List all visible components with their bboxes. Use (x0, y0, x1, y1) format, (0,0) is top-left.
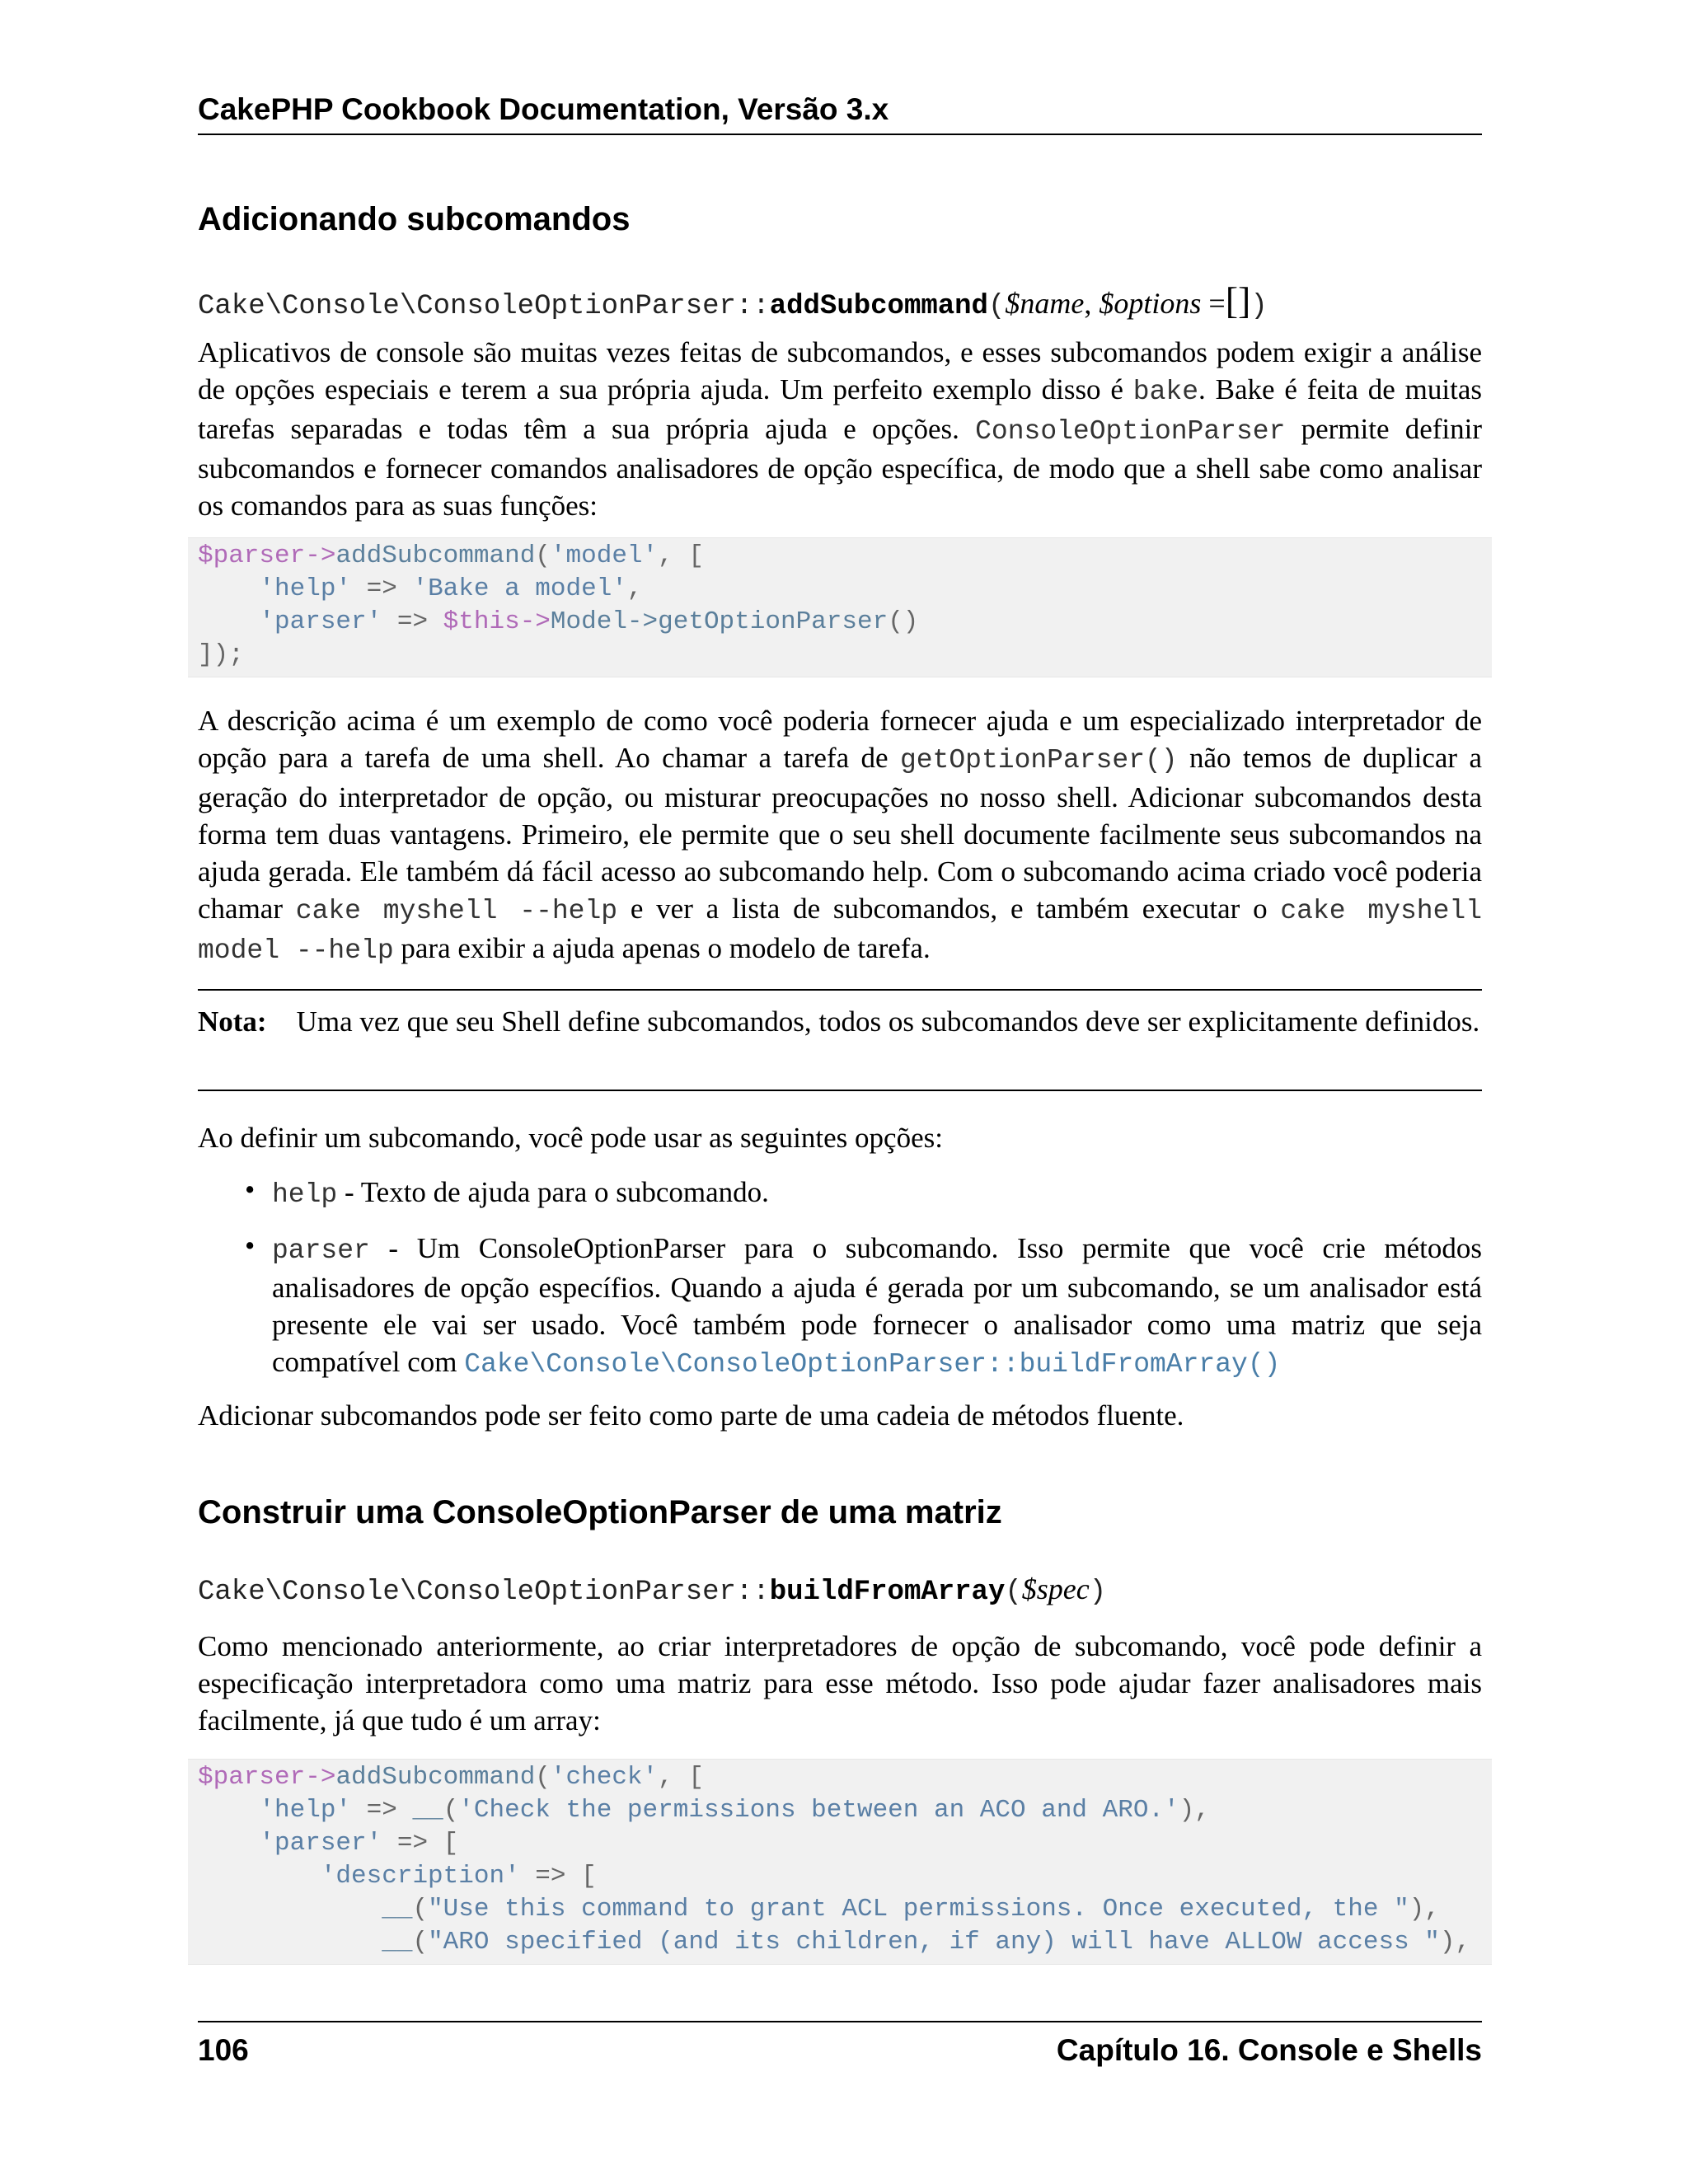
section-heading-buildfromarray: Construir uma ConsoleOptionParser de uma matriz (198, 1494, 1002, 1530)
inline-code-bake: bake (1132, 377, 1199, 407)
list-item-parser: parser - Um ConsoleOptionParser para o subcomando. Isso permite que você crie métodos analisadores de opção específios. Quando a ajuda é gerada por um subcomando, se um analisador está presente ele vai ser usado. Você também pode fornecer o analisador como uma matriz que seja compatível com Cake\Console\ConsoleOptionParser::buildFromArray() (272, 1232, 1482, 1380)
code-block-addsubcommand: $parser->addSubcommand('model', [ 'help' => 'Bake a model', 'parser' => $this->Model->getOptionParser() ]); (188, 537, 1492, 677)
intro-paragraph: Aplicativos de console são muitas vezes feitas de subcomandos, e esses subcomandos podem exigir a análise de opções especiais e terem a sua própria ajuda. Um perfeito exemplo disso é bake. Bake é feita de muitas tarefas separadas e todas têm a sua própria ajuda e opções. ConsoleOptionParser permite definir subcomandos e fornecer comandos analisadores de opção específica, de modo que a shell sabe como analisar os comandos para as suas funções: (198, 336, 1482, 522)
signature-arg-spec: $spec (1021, 1572, 1090, 1605)
inline-code-myshell-help: cake myshell --help (295, 896, 618, 926)
chapter-title: Capítulo 16. Console e Shells (1056, 2033, 1482, 2067)
bullet-marker: • (245, 1174, 256, 1206)
footer-rule (198, 2021, 1482, 2022)
inline-code-getoptionparser: getOptionParser() (899, 745, 1178, 776)
signature-class: Cake\Console\ConsoleOptionParser:: (198, 1577, 770, 1608)
method-signature-buildfromarray: Cake\Console\ConsoleOptionParser::buildFromArray($spec) (198, 1572, 1107, 1608)
inline-code-myshell-model-help: cake myshell model --help (198, 896, 1483, 966)
signature-arg-name: $name (1005, 287, 1085, 320)
signature-class: Cake\Console\ConsoleOptionParser:: (198, 291, 770, 322)
option-code-help: help (272, 1179, 338, 1210)
closing-paragraph: Adicionar subcomandos pode ser feito como parte de uma cadeia de métodos fluente. (198, 1399, 1184, 1432)
bullet-marker: • (245, 1230, 256, 1262)
signature-arg-options: $options (1099, 287, 1202, 320)
header-rule (198, 134, 1482, 135)
code-block-buildfromarray: $parser->addSubcommand('check', [ 'help' => __('Check the permissions between an ACO and ARO.'), 'parser' => [ 'description' => [ __("Use this command to grant ACL permissions. Once executed, the "), __("ARO specified (and its children, if any) will have ALLOW access "), (188, 1759, 1492, 1965)
signature-default: [] (1225, 279, 1251, 321)
page-number: 106 (198, 2033, 249, 2067)
note-top-rule (198, 989, 1482, 991)
link-buildfromarray[interactable]: Cake\Console\ConsoleOptionParser::buildFromArray() (464, 1349, 1281, 1380)
section-heading-subcommands: Adicionando subcomandos (198, 201, 631, 237)
note-label: Nota: (198, 1005, 267, 1038)
signature-method: addSubcommand (769, 291, 988, 322)
running-header: CakePHP Cookbook Documentation, Versão 3.x (198, 92, 889, 126)
signature-method: buildFromArray (769, 1577, 1006, 1608)
list-item-help: help - Texto de ajuda para o subcomando. (272, 1176, 769, 1210)
option-code-parser: parser (272, 1235, 370, 1266)
description-paragraph: A descrição acima é um exemplo de como você poderia fornecer ajuda e um especializado interpretador de opção para a tarefa de uma shell. Ao chamar a tarefa de getOptionParser() não temos de duplicar a geração do interpretador de opção, ou misturar preocupações no nosso shell. Adicionar subcomandos desta forma tem duas vantagens. Primeiro, ele permite que o seu shell documente facilmente seus subcomandos na ajuda gerada. Ele também dá fácil acesso ao subcomando help. Com o subcomando acima criado você poderia chamar cake myshell --help e ver a lista de subcomandos, e também executar o cake myshell model --help para exibir a ajuda apenas o modelo de tarefa. (198, 705, 1483, 966)
options-intro: Ao definir um subcomando, você pode usar as seguintes opções: (198, 1122, 943, 1154)
inline-code-consoleoptionparser: ConsoleOptionParser (975, 416, 1286, 447)
note-text: Uma vez que seu Shell define subcomandos, todos os subcomandos deve ser explicitamente definidos. (296, 1005, 1480, 1038)
section2-intro: Como mencionado anteriormente, ao criar interpretadores de opção de subcomando, você pode definir a especificação interpretadora como uma matriz para esse método. Isso pode ajudar fazer analisadores mais facilmente, já que tudo é um array: (198, 1630, 1482, 1736)
method-signature-addsubcommand: Cake\Console\ConsoleOptionParser::addSubcommand($name, $options =[]) (198, 279, 1268, 322)
note-bottom-rule (198, 1090, 1482, 1091)
note-box (198, 1006, 1482, 1037)
